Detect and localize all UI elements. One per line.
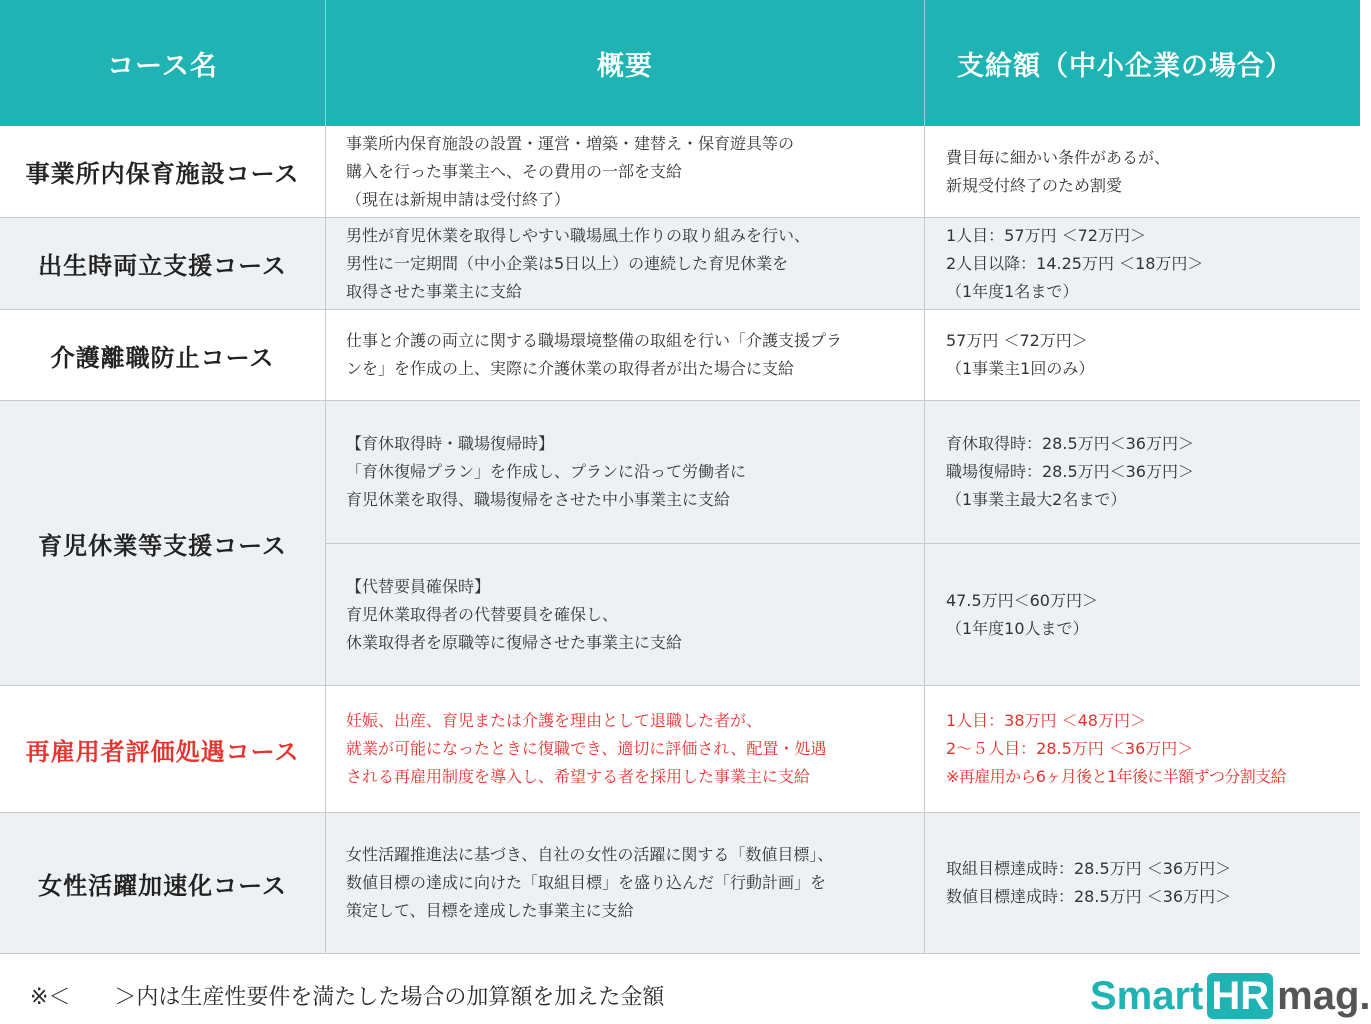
summary-line: 育児休業取得者の代替要員を確保し、 [346, 604, 619, 624]
logo-text: mag. [1277, 973, 1371, 1018]
summary-line: 【育休取得時・職場復帰時】 [346, 434, 555, 453]
summary-line: 数値目標の達成に向けた「取組目標」を盛り込んだ「行動計画」を [346, 873, 827, 892]
summary-line: 購入を行った事業主へ、その費用の一部を支給 [346, 161, 683, 181]
course-summary [346, 813, 918, 953]
course-name: 女性活躍加速化コース [38, 871, 287, 900]
amount-line: 1人目：38万円 ＜48万円＞ [946, 711, 1146, 730]
course-name: 再雇用者評価処遇コース [25, 737, 300, 766]
course-amount [946, 218, 1358, 309]
summary-line: 男性に一定期間（中小企業は5日以上）の連続した育児休業を [346, 253, 789, 273]
logo-badge: HR [1207, 973, 1273, 1019]
course-summary [346, 686, 918, 812]
amount-line: ※再雇用から6ヶ月後と1年後に半額ずつ分割支給 [946, 767, 1286, 786]
amount-line: 2～５人目：28.5万円 ＜36万円＞ [946, 739, 1194, 758]
course-name: 育児休業等支援コース [38, 531, 287, 560]
table-row [0, 310, 1360, 401]
course-summary [346, 218, 918, 309]
amount-line: 新規受付終了のため割愛 [946, 175, 1123, 195]
table-header [0, 0, 1360, 126]
column-divider [325, 126, 326, 954]
course-amount [946, 544, 1358, 685]
amount-line: 育休取得時：28.5万円＜36万円＞ [946, 434, 1194, 453]
course-amount [946, 126, 1358, 217]
smarthr-mag-logo [1090, 968, 1371, 1024]
amount-line: （1事業主1回のみ） [946, 359, 1095, 378]
table-row [0, 218, 1360, 310]
course-amount [946, 686, 1358, 812]
header-amount: 支給額（中小企業の場合） [957, 50, 1293, 82]
footnote: ※＜ ＞内は生産性要件を満たした場合の加算額を加えた金額 [30, 985, 665, 1010]
course-name: 事業所内保育施設コース [25, 160, 300, 188]
summary-line: 男性が育児休業を取得しやすい職場風土作りの取り組みを行い、 [346, 225, 811, 245]
summary-line: 事業所内保育施設の設置・運営・増築・建替え・保育遊具等の [346, 133, 795, 153]
summary-line: 【代替要員確保時】 [346, 576, 491, 596]
summary-line: 取得させた事業主に支給 [346, 281, 523, 301]
summary-line: 妊娠、出産、育児または介護を理由として退職した者が、 [346, 711, 763, 730]
table-row [0, 126, 1360, 218]
amount-line: 2人目以降：14.25万円 ＜18万円＞ [946, 253, 1204, 273]
amount-line: （1年度1名まで） [946, 281, 1079, 301]
summary-line: 育児休業を取得、職場復帰をさせた中小事業主に支給 [346, 490, 731, 509]
summary-line: ンを」を作成の上、実際に介護休業の取得者が出た場合に支給 [346, 359, 795, 378]
summary-line: される再雇用制度を導入し、希望する者を採用した事業主に支給 [346, 767, 811, 786]
amount-line: 47.5万円＜60万円＞ [946, 590, 1098, 610]
course-summary [346, 126, 918, 217]
course-amount [946, 401, 1358, 543]
course-summary [346, 401, 918, 543]
amount-line: 1人目：57万円 ＜72万円＞ [946, 225, 1146, 245]
table-row [0, 401, 1360, 686]
course-name: 出生時両立支援コース [38, 252, 287, 280]
amount-line: 取組目標達成時：28.5万円 ＜36万円＞ [946, 859, 1232, 878]
summary-line: 「育休復帰プラン」を作成し、プランに沿って労働者に [346, 462, 747, 481]
summary-line: 仕事と介護の両立に関する職場環境整備の取組を行い「介護支援プラ [346, 331, 843, 350]
logo-text: Smart [1090, 973, 1204, 1018]
table-row [0, 813, 1360, 954]
summary-line: （現在は新規申請は受付終了） [346, 189, 571, 209]
summary-line: 就業が可能になったときに復職でき、適切に評価され、配置・処遇 [346, 739, 827, 758]
amount-line: 費目毎に細かい条件があるが、 [946, 147, 1171, 167]
course-name: 介護離職防止コース [50, 343, 275, 372]
amount-line: （1事業主最大2名まで） [946, 490, 1127, 509]
course-summary [346, 310, 918, 400]
header-course-name: コース名 [107, 50, 218, 82]
summary-line: 策定して、目標を達成した事業主に支給 [346, 901, 634, 920]
header-summary: 概要 [597, 50, 653, 82]
column-divider [924, 126, 925, 954]
course-summary [346, 544, 918, 685]
amount-line: 数値目標達成時：28.5万円 ＜36万円＞ [946, 887, 1232, 906]
course-amount [946, 813, 1358, 953]
course-amount [946, 310, 1358, 400]
amount-line: 57万円 ＜72万円＞ [946, 331, 1088, 350]
summary-line: 女性活躍推進法に基づき、自社の女性の活躍に関する「数値目標」、 [346, 845, 834, 864]
amount-line: （1年度10人まで） [946, 618, 1089, 638]
summary-line: 休業取得者を原職等に復帰させた事業主に支給 [346, 632, 683, 652]
amount-line: 職場復帰時：28.5万円＜36万円＞ [946, 462, 1194, 481]
table-row-highlighted [0, 686, 1360, 813]
